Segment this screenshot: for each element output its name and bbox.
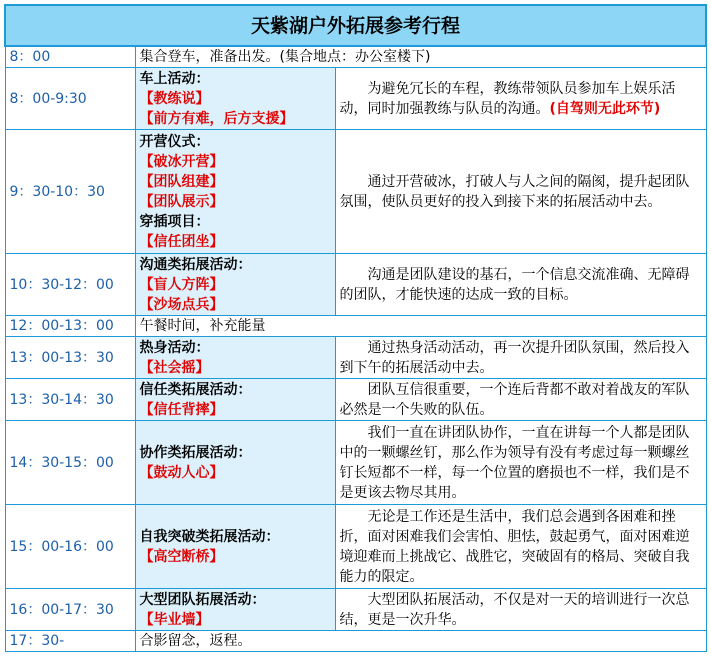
activity-item: 【毕业墙】 (139, 611, 210, 628)
activity-label: 穿插项目： (139, 213, 210, 230)
description-cell: 无论是工作还是生活中，我们总会遇到各困难和挫折，面对困难我们会害怕、胆怯，鼓起勇气，面对困难逆境迎难而上挑战它、战胜它，突破固有的格局、突破自我能力的限定。 (335, 505, 706, 589)
description-cell: 沟通是团队建设的基石，一个信息交流准确、无障碍的团队，才能快速的达成一致的目标。 (335, 254, 706, 316)
itinerary-document (4, 4, 707, 652)
activity-item: 【信任团坐】 (139, 233, 224, 250)
activity-item: 【破冰开营】 (139, 153, 224, 170)
table-row (5, 379, 706, 421)
table-row (5, 130, 706, 254)
activity-cell (135, 254, 335, 316)
time-cell: 14：30-15：00 (5, 421, 135, 505)
activity-item: 【鼓动人心】 (139, 464, 224, 481)
activity-cell (135, 505, 335, 589)
description-cell: 大型团队拓展活动，不仅是对一天的培训进行一次总结，更是一次升华。 (335, 589, 706, 631)
table-row (5, 505, 706, 589)
activity-item: 【教练说】 (139, 90, 210, 107)
activity-label: 自我突破类拓展活动： (139, 528, 280, 545)
activity-item: 【信任背摔】 (139, 401, 224, 418)
activity-item: 【团队组建】 (139, 173, 224, 190)
activity-cell (135, 379, 335, 421)
table-row (5, 316, 706, 337)
activity-cell: 午餐时间，补充能量 (135, 316, 706, 337)
description-cell: 通过热身活动活动，再一次提升团队氛围，然后投入到下午的拓展活动中去。 (335, 337, 706, 379)
activity-cell (135, 337, 335, 379)
activity-item: 【前方有难，后方支援】 (139, 110, 294, 127)
table-row (5, 631, 706, 652)
activity-cell: 合影留念，返程。 (135, 631, 706, 652)
activity-item: 【沙场点兵】 (139, 296, 224, 313)
activity-cell (135, 130, 335, 254)
description-cell: 我们一直在讲团队协作，一直在讲每一个人都是团队中的一颗螺丝钉，那么作为领导有没有考虑过每一颗螺丝钉长短都不一样，每一个位置的磨损也不一样，我们是不是更该去物尽其用。 (335, 421, 706, 505)
time-cell: 15：00-16：00 (5, 505, 135, 589)
activity-label: 热身活动： (139, 339, 210, 356)
description-note: (自驾则无此环节) (549, 100, 661, 117)
title-row (5, 5, 706, 46)
table-row (5, 421, 706, 505)
activity-cell (135, 589, 335, 631)
time-cell: 9：30-10：30 (5, 130, 135, 254)
activity-cell (135, 421, 335, 505)
description-cell: 通过开营破冰，打破人与人之间的隔阂，提升起团队氛围，使队员更好的投入到接下来的拓展活动中去。 (335, 130, 706, 254)
time-cell: 10：30-12：00 (5, 254, 135, 316)
table-row (5, 254, 706, 316)
time-cell: 8：00-9:30 (5, 68, 135, 130)
activity-item: 【盲人方阵】 (139, 276, 224, 293)
activity-label: 信任类拓展活动： (139, 381, 252, 398)
page-title: 天紫湖户外拓展参考行程 (5, 5, 706, 46)
description-text: 为避免冗长的车程，教练带领队员参加车上娱乐活动，同时加强教练与队员的沟通。 (339, 80, 676, 117)
activity-cell: 集合登车，准备出发。(集合地点：办公室楼下) (135, 46, 706, 68)
description-cell: 团队互信很重要，一个连后背都不敢对着战友的军队必然是一个失败的队伍。 (335, 379, 706, 421)
activity-item: 【高空断桥】 (139, 548, 224, 565)
activity-label: 大型团队拓展活动： (139, 591, 266, 608)
activity-item: 【团队展示】 (139, 193, 224, 210)
table-row (5, 589, 706, 631)
table-row (5, 68, 706, 130)
table-row (5, 337, 706, 379)
time-cell: 12：00-13：00 (5, 316, 135, 337)
activity-label: 沟通类拓展活动： (139, 256, 252, 273)
time-cell: 17：30- (5, 631, 135, 652)
activity-label: 车上活动： (139, 70, 210, 87)
activity-label: 开营仪式： (139, 133, 210, 150)
activity-cell (135, 68, 335, 130)
description-cell (335, 68, 706, 130)
itinerary-table (4, 4, 707, 652)
table-row (5, 46, 706, 68)
time-cell: 16：00-17：30 (5, 589, 135, 631)
time-cell: 13：00-13：30 (5, 337, 135, 379)
activity-item: 【社会摇】 (139, 359, 210, 376)
activity-label: 协作类拓展活动： (139, 444, 252, 461)
time-cell: 8：00 (5, 46, 135, 68)
time-cell: 13：30-14：30 (5, 379, 135, 421)
